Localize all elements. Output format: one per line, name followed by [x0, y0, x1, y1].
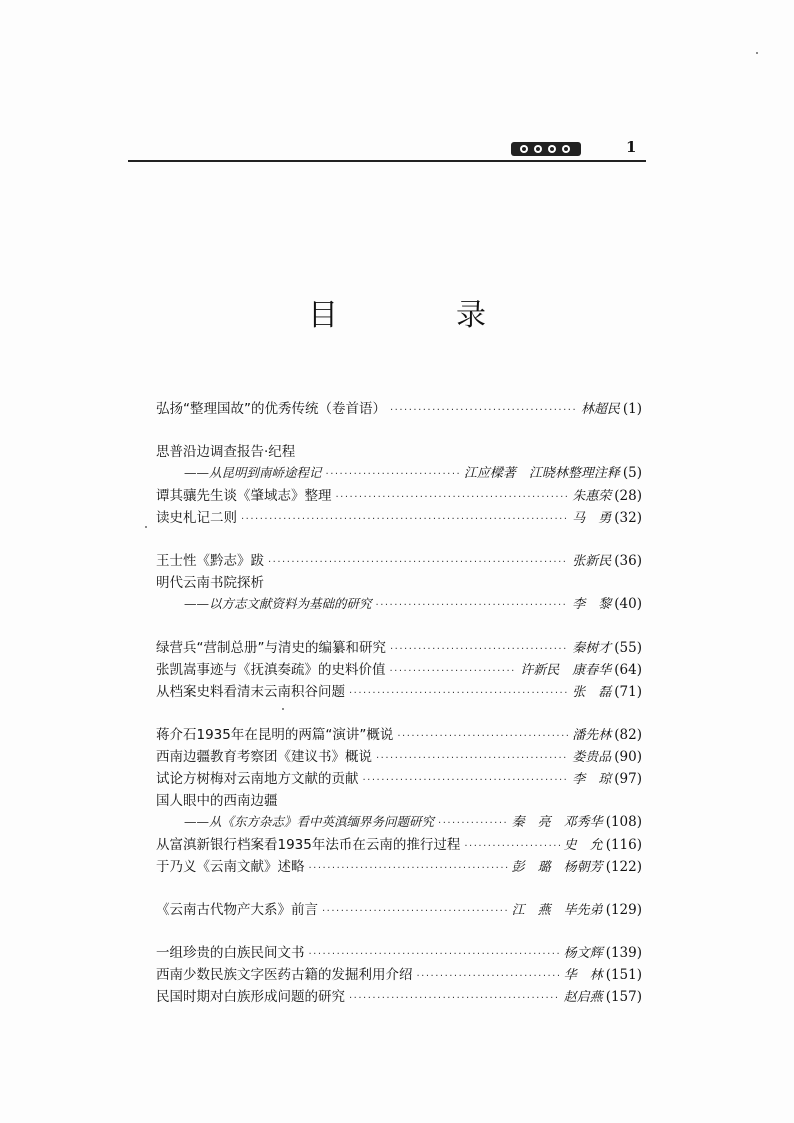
toc-title: 西南边疆教育考察团《建议书》概说 [156, 749, 372, 765]
toc-page-number: (71) [614, 684, 642, 700]
toc-title: 思普沿边调查报告·纪程 [156, 444, 296, 460]
toc-title: 试论方树梅对云南地方文献的贡献 [156, 771, 359, 787]
header-ornament-icon [510, 140, 582, 158]
toc-author: 秦 亮 邓秀华 [511, 815, 603, 830]
toc-page-number: (122) [605, 859, 642, 875]
toc-entry [156, 855, 642, 877]
toc-subtitle: ——从昆明到南峤途程记 [184, 465, 322, 480]
toc-entry [156, 723, 642, 745]
toc-title: 谭其骧先生谈《肇域志》整理 [156, 488, 332, 504]
toc-subtitle: ——以方志文献资料为基础的研究 [184, 596, 372, 611]
toc-author: 张新民 [572, 554, 612, 569]
toc-page-number: (129) [605, 902, 642, 918]
print-speck [145, 526, 147, 528]
toc-author: 娄贵品 [572, 750, 612, 765]
toc-author: 张 磊 [572, 685, 612, 700]
toc-entry [156, 506, 642, 528]
toc-entry [156, 440, 642, 462]
print-speck [756, 52, 758, 54]
toc-entry [156, 985, 642, 1007]
toc-subtitle-row [156, 462, 642, 484]
toc-author: 史 允 [563, 838, 603, 853]
toc-title: 一组珍贵的白族民间文书 [156, 945, 305, 961]
toc-page-number: (36) [614, 553, 642, 569]
dot-leader [438, 818, 508, 829]
dot-leader [309, 949, 560, 960]
toc-page-number: (40) [614, 596, 642, 612]
toc-page-number: (97) [614, 771, 642, 787]
dot-leader [376, 600, 569, 611]
toc-title: 国人眼中的西南边疆 [156, 793, 278, 809]
toc-title: 弘扬“整理国故”的优秀传统（卷首语） [156, 401, 386, 417]
section-gap [156, 702, 642, 723]
dot-leader [322, 906, 508, 917]
toc-page-number: (90) [614, 749, 642, 765]
toc-entry [156, 636, 642, 658]
dot-leader [363, 775, 569, 786]
toc-author: 华 林 [563, 968, 603, 983]
toc-title: 从富滇新银行档案看1935年法币在云南的推行过程 [156, 837, 461, 853]
toc-author: 赵启燕 [563, 990, 603, 1005]
dot-leader [464, 841, 559, 852]
toc-author: 江 燕 毕先弟 [511, 903, 603, 918]
toc-author: 许新民 康春华 [520, 663, 612, 678]
toc-page-number: (108) [605, 814, 642, 830]
toc-author: 杨文辉 [563, 946, 603, 961]
toc-title: 张凯嵩事迹与《抚滇奏疏》的史料价值 [156, 662, 386, 678]
toc-subtitle: ——从《东方杂志》看中英滇缅界务问题研究 [184, 814, 435, 829]
dot-leader [336, 492, 569, 503]
section-gap [156, 528, 642, 549]
dot-leader [390, 666, 517, 677]
print-speck [282, 708, 284, 710]
dot-leader [376, 753, 568, 764]
toc-page-number: (157) [605, 989, 642, 1005]
toc-entry [156, 571, 642, 593]
dot-leader [390, 644, 568, 655]
toc-page-number: (5) [622, 465, 642, 481]
page-title: 目 录 [308, 298, 530, 333]
toc-title: 明代云南书院探析 [156, 575, 264, 591]
toc-entry [156, 658, 642, 680]
toc-title: 于乃义《云南文献》述略 [156, 859, 305, 875]
toc-author: 秦树才 [572, 641, 612, 656]
dot-leader [309, 863, 508, 874]
toc-title: 从档案史料看清末云南积谷问题 [156, 684, 345, 700]
toc-author: 李 琼 [572, 772, 612, 787]
toc-author: 彭 璐 杨朝芳 [511, 860, 603, 875]
toc-subtitle-row [156, 811, 642, 833]
toc-entry [156, 767, 642, 789]
toc-title: 民国时期对白族形成问题的研究 [156, 989, 345, 1005]
toc-title: 西南少数民族文字医药古籍的发掘利用介绍 [156, 967, 413, 983]
toc-subtitle-row [156, 593, 642, 615]
toc-author: 江应樑著 江晓林整理注释 [463, 466, 620, 481]
toc-page-number: (139) [605, 945, 642, 961]
toc-entry [156, 963, 642, 985]
toc-entry [156, 397, 642, 419]
toc-page-number: (55) [614, 640, 642, 656]
toc-title: 王士性《黔志》跋 [156, 553, 264, 569]
toc-entry [156, 833, 642, 855]
toc-entry [156, 484, 642, 506]
toc-page-number: (151) [605, 967, 642, 983]
toc-title: 读史札记二则 [156, 510, 237, 526]
section-gap [156, 877, 642, 898]
toc-page-number: (82) [614, 727, 642, 743]
toc-title: 《云南古代物产大系》前言 [156, 902, 318, 918]
toc-title: 绿营兵“营制总册”与清史的编纂和研究 [156, 640, 386, 656]
dot-leader [326, 469, 460, 480]
toc-title: 蒋介石1935年在昆明的两篇“演讲”概说 [156, 727, 394, 743]
toc-entry [156, 898, 642, 920]
toc-page-number: (28) [614, 488, 642, 504]
table-of-contents [156, 397, 642, 1007]
dot-leader [241, 514, 568, 525]
toc-page-number: (32) [614, 510, 642, 526]
section-gap [156, 615, 642, 636]
toc-author: 潘先林 [572, 728, 612, 743]
toc-author: 马 勇 [572, 511, 612, 526]
dot-leader [417, 971, 560, 982]
toc-entry [156, 745, 642, 767]
page-number: 1 [626, 138, 637, 156]
toc-entry [156, 941, 642, 963]
toc-page-number: (64) [614, 662, 642, 678]
toc-page-number: (116) [605, 837, 642, 853]
dot-leader [349, 993, 560, 1004]
dot-leader [390, 405, 577, 416]
toc-entry [156, 549, 642, 571]
header-rule [128, 160, 646, 162]
toc-page-number: (1) [622, 401, 642, 417]
dot-leader [349, 688, 568, 699]
dot-leader [397, 731, 568, 742]
section-gap [156, 419, 642, 440]
dot-leader [268, 557, 568, 568]
toc-entry [156, 789, 642, 811]
section-gap [156, 920, 642, 941]
toc-author: 李 黎 [572, 597, 612, 612]
toc-author: 林超民 [580, 402, 620, 417]
toc-author: 朱惠荣 [572, 489, 612, 504]
toc-entry [156, 680, 642, 702]
